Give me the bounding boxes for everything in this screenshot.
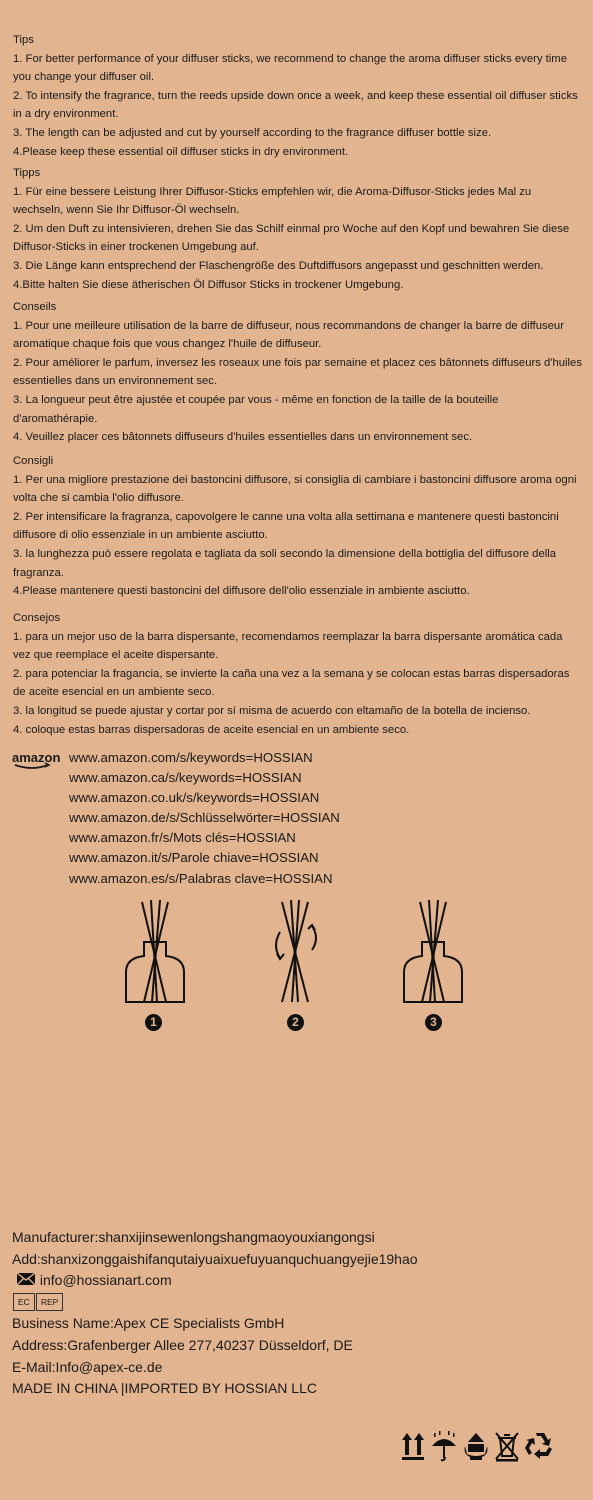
section-heading: Tips [13, 34, 34, 46]
instruction-item: 2. To intensify the fragrance, turn the reeds upside down once a week, and keep these essential oil diffuser sticks in a dry environment. [13, 89, 578, 121]
step-number: 2 [287, 1014, 304, 1031]
address-text: Add:shanxizonggaishifanqutaiyuaixuefuyuanquchuangyejie19hao [12, 1251, 418, 1267]
amazon-link[interactable]: www.amazon.fr/s/Mots clés=HOSSIAN [69, 830, 296, 846]
step-number: 1 [145, 1014, 162, 1031]
keep-dry-icon [430, 1430, 458, 1462]
section-heading: Consigli [13, 455, 54, 467]
amazon-link[interactable]: www.amazon.co.uk/s/keywords=HOSSIAN [69, 790, 320, 806]
instruction-item: 1. para un mejor uso de la barra dispersante, recomendamos reemplazar la barra dispersante aromática cada vez que reemplace el aceite dispersante. [13, 630, 563, 662]
fragile-icon [462, 1430, 490, 1462]
section-de [13, 164, 583, 294]
instruction-item: 1. For better performance of your diffuser sticks, we recommend to change the aroma diffuser sticks every time you change your diffuser oil. [13, 52, 567, 84]
made-in-text: MADE IN CHINA |IMPORTED BY HOSSIAN LLC [12, 1380, 317, 1396]
bottle-flipped-reeds-icon [398, 898, 468, 1008]
manufacturer-text: Manufacturer:shanxijinsewenlongshangmaoyouxiangongsi [12, 1229, 375, 1245]
flip-reeds-icon [268, 898, 328, 1008]
email-link[interactable]: info@hossianart.com [39, 1272, 172, 1288]
this-way-up-icon [400, 1430, 426, 1462]
packaging-icons [400, 1430, 556, 1462]
instruction-item: 1. Per una migliore prestazione dei bastoncini diffusore, si consiglia di cambiare i bastoncini diffusore aroma ogni volta che si cambia l'olio diffusore. [13, 473, 577, 505]
instruction-item: 3. la longitud se puede ajustar y cortar por sí misma de acuerdo con eltamaño de la botella de incienso. [13, 704, 531, 717]
step-number: 3 [425, 1014, 442, 1031]
amazon-link[interactable]: www.amazon.es/s/Palabras clave=HOSSIAN [69, 870, 333, 886]
instruction-item: 2. Per intensificare la fragranza, capovolgere le canne una volta alla settimana e mantenere questi bastoncini diffusore di olio essenziale in un ambiente asciutto. [13, 510, 559, 542]
amazon-link[interactable]: www.amazon.com/s/keywords=HOSSIAN [69, 750, 313, 765]
section-en [13, 31, 583, 161]
envelope-icon [16, 1272, 36, 1286]
amazon-link[interactable]: www.amazon.ca/s/keywords=HOSSIAN [69, 770, 302, 786]
recycle-icon [524, 1430, 556, 1462]
amazon-link[interactable]: www.amazon.it/s/Parole chiave=HOSSIAN [69, 850, 319, 866]
instruction-item: 3. la lunghezza può essere regolata e tagliata da soli secondo la dimensione della bottiglia del diffusore della fragranza. [13, 547, 557, 579]
instruction-item: 3. La longueur peut être ajustée et coupée par vous - même en fonction de la taille de la bouteille d'aromathérapie. [13, 393, 499, 425]
rep-label: REP [36, 1293, 63, 1311]
business-email-text: E-Mail:Info@apex-ce.de [12, 1359, 163, 1375]
ec-rep-badge [13, 1293, 64, 1311]
amazon-link[interactable]: www.amazon.de/s/Schlüsselwörter=HOSSIAN [69, 810, 340, 826]
instruction-item: 2. para potenciar la fragancia, se invierte la caña una vez a la semana y se colocan estas barras dispersadoras de aceite esencial en un ambiente seco. [13, 667, 570, 699]
amazon-logo-text: amazon [12, 750, 61, 765]
section-fr [13, 298, 583, 447]
email-row [16, 1272, 172, 1288]
amazon-logo-icon [12, 750, 64, 770]
business-name-text: Business Name:Apex CE Specialists GmbH [12, 1315, 285, 1331]
section-it [13, 452, 583, 601]
business-address-text: Address:Grafenberger Allee 277,40237 Düsseldorf, DE [12, 1337, 353, 1353]
instruction-item: 4.Bitte halten Sie diese ätherischen Öl Diffusor Sticks in trockener Umgebung. [13, 278, 404, 291]
instruction-item: 1. Pour une meilleure utilisation de la barre de diffuseur, nous recommandons de changer la barre de diffuseur aromatique chaque fois que vous changez l'huile de diffuseur. [13, 319, 564, 351]
instruction-item: 4. coloque estas barras dispersadoras de aceite esencial en un ambiente seco. [13, 723, 410, 736]
amazon-links [69, 748, 340, 889]
instruction-item: 2. Um den Duft zu intensivieren, drehen Sie das Schilf einmal pro Woche auf den Kopf und bewahren Sie diese Diffusor-Sticks in einer trockenen Umgebung auf. [13, 222, 570, 254]
instruction-item: 3. Die Länge kann entsprechend der Flaschengröße des Duftdiffusors angepasst und geschnitten werden. [13, 259, 544, 272]
instruction-item: 4. Veuillez placer ces bâtonnets diffuseurs d'huiles essentielles dans un environnement sec. [13, 431, 473, 444]
instruction-item: 2. Pour améliorer le parfum, inversez les roseaux une fois par semaine et placez ces bâtonnets diffuseurs d'huiles essentielles dans un environnement sec. [13, 356, 582, 388]
instruction-item: 4.Please mantenere questi bastoncini del diffusore dell'olio essenziale in ambiente asciutto. [13, 585, 470, 598]
section-es [13, 609, 583, 739]
instruction-item: 3. The length can be adjusted and cut by yourself according to the fragrance diffuser bottle size. [13, 126, 492, 139]
section-heading: Conseils [13, 301, 57, 313]
no-bin-icon [494, 1430, 520, 1462]
section-heading: Tipps [13, 167, 41, 179]
section-heading: Consejos [13, 612, 61, 624]
bottle-with-reeds-icon [120, 898, 190, 1008]
ec-label: EC [13, 1293, 35, 1311]
instruction-item: 1. Für eine bessere Leistung Ihrer Diffusor-Sticks empfehlen wir, die Aroma-Diffusor-Sticks jedes Mal zu wechseln, wenn Sie Ihr Diffusor-Öl wechseln. [13, 185, 532, 217]
instruction-item: 4.Please keep these essential oil diffuser sticks in dry environment. [13, 145, 349, 158]
